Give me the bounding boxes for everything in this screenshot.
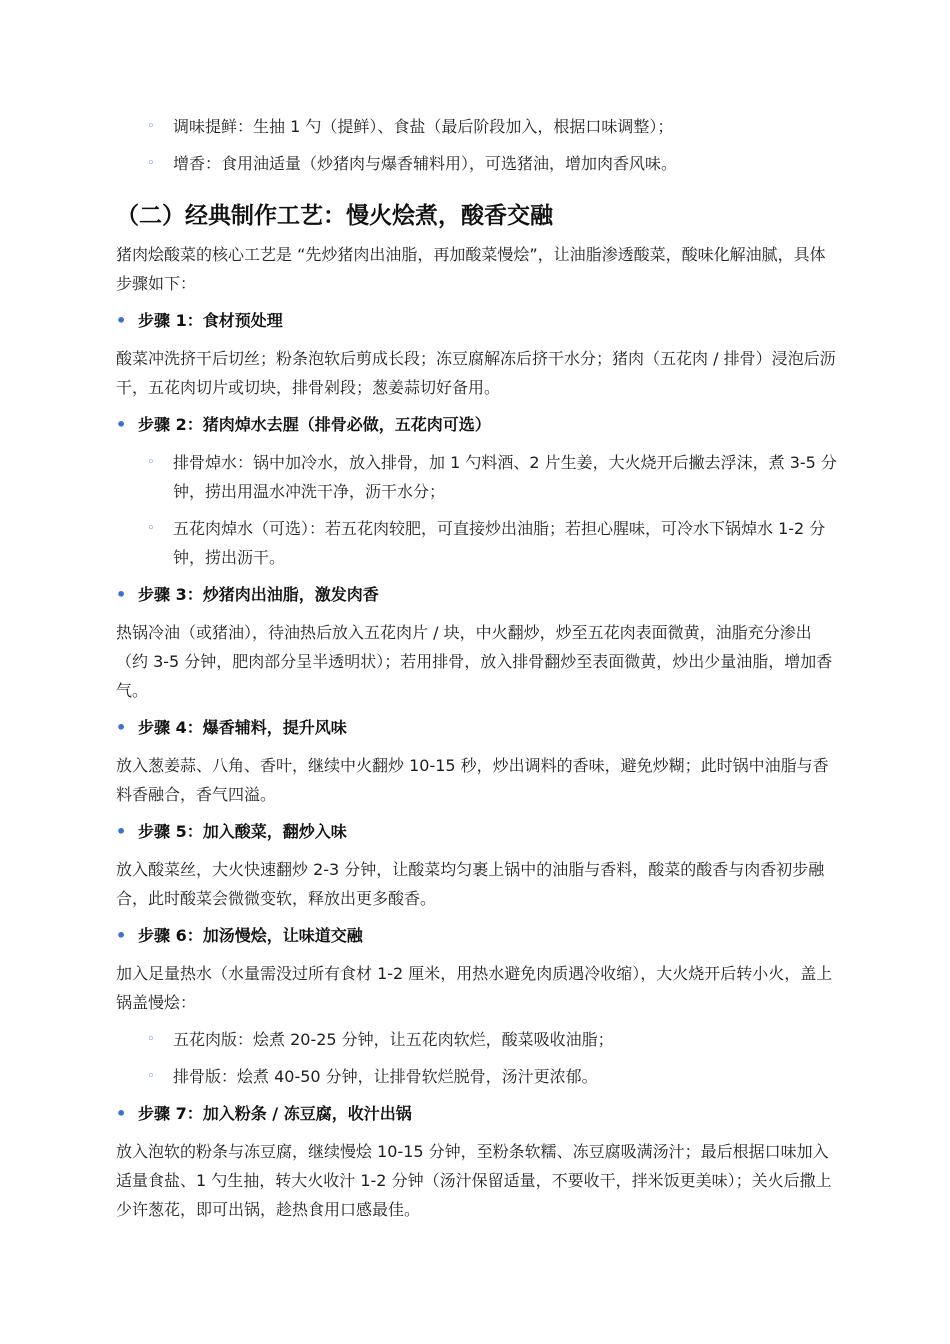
step-title: 步骤 3：炒猪肉出油脂，激发肉香 [138, 585, 379, 604]
step-heading [116, 714, 840, 742]
hollow-bullet-icon: ◦ [147, 1069, 155, 1084]
step-title: 步骤 6：加汤慢烩，让味道交融 [138, 926, 363, 945]
step-body: 放入酸菜丝，大火快速翻炒 2-3 分钟，让酸菜均匀裹上锅中的油脂与香料，酸菜的酸香与肉香初步融合，此时酸菜会微微变软，释放出更多酸香。 [116, 860, 825, 908]
list-item [116, 1062, 840, 1091]
bullet-icon: • [116, 415, 127, 434]
step-title: 步骤 4：爆香辅料，提升风味 [138, 718, 347, 737]
step-title: 步骤 5：加入酸菜，翻炒入味 [138, 822, 347, 841]
hollow-bullet-icon: ◦ [147, 119, 155, 134]
step-body: 放入葱姜蒜、八角、香叶，继续中火翻炒 10-15 秒，炒出调料的香味，避免炒糊；此时锅中油脂与香料香融合，香气四溢。 [116, 756, 829, 804]
hollow-bullet-icon: ◦ [147, 455, 155, 470]
intro-paragraph: 猪肉烩酸菜的核心工艺是 “先炒猪肉出油脂，再加酸菜慢烩”，让油脂渗透酸菜，酸味化解油腻，具体步骤如下： [116, 245, 826, 293]
step-heading [116, 307, 840, 335]
bullet-icon: • [116, 926, 127, 945]
step-heading [116, 922, 840, 950]
step-heading [116, 1100, 840, 1128]
document-page [116, 112, 840, 1224]
list-item [116, 112, 840, 141]
step-body: 酸菜冲洗挤干后切丝；粉条泡软后剪成长段；冻豆腐解冻后挤干水分；猪肉（五花肉 / 排骨）浸泡后沥干，五花肉切片或切块，排骨剁段；葱姜蒜切好备用。 [116, 349, 836, 397]
bullet-icon: • [116, 585, 127, 604]
bullet-icon: • [116, 1104, 127, 1123]
section-heading: （二）经典制作工艺：慢火烩煮，酸香交融 [116, 203, 553, 229]
list-item [116, 1025, 840, 1054]
list-item-text: 五花肉版：烩煮 20-25 分钟，让五花肉软烂，酸菜吸收油脂； [173, 1030, 614, 1049]
list-item-text: 五花肉焯水（可选）：若五花肉较肥，可直接炒出油脂；若担心腥味，可冷水下锅焯水 1-2 分钟，捞出沥干。 [173, 519, 826, 567]
step-title: 步骤 1：食材预处理 [138, 311, 283, 330]
step-body: 放入泡软的粉条与冻豆腐，继续慢烩 10-15 分钟，至粉条软糯、冻豆腐吸满汤汁；最后根据口味加入适量食盐、1 勺生抽，转大火收汁 1-2 分钟（汤汁保留适量，不要收干，拌米饭更美味）；关火后撒上少许葱花，即可出锅，趁热食用口感最佳。 [116, 1142, 832, 1219]
step-heading [116, 411, 840, 439]
step-heading [116, 581, 840, 609]
step-body: 加入足量热水（水量需没过所有食材 1-2 厘米，用热水避免肉质遇冷收缩），大火烧开后转小火，盖上锅盖慢烩： [116, 964, 833, 1012]
bullet-icon: • [116, 718, 127, 737]
step-heading [116, 818, 840, 846]
list-item [116, 448, 840, 506]
list-item-text: 增香：食用油适量（炒猪肉与爆香辅料用），可选猪油，增加肉香风味。 [173, 154, 678, 173]
list-item-text: 排骨焯水：锅中加冷水，放入排骨，加 1 勺料酒、2 片生姜，大火烧开后撇去浮沫，煮 3-5 分钟，捞出用温水冲洗干净，沥干水分； [173, 453, 837, 501]
step-title: 步骤 2：猪肉焯水去腥（排骨必做，五花肉可选） [138, 415, 491, 434]
hollow-bullet-icon: ◦ [147, 1032, 155, 1047]
bullet-icon: • [116, 822, 127, 841]
bullet-icon: • [116, 311, 127, 330]
hollow-bullet-icon: ◦ [147, 156, 155, 171]
hollow-bullet-icon: ◦ [147, 521, 155, 536]
list-item [116, 149, 840, 178]
step-title: 步骤 7：加入粉条 / 冻豆腐，收汁出锅 [138, 1104, 412, 1123]
list-item-text: 调味提鲜：生抽 1 勺（提鲜）、食盐（最后阶段加入，根据口味调整）； [173, 117, 674, 136]
list-item-text: 排骨版：烩煮 40-50 分钟，让排骨软烂脱骨，汤汁更浓郁。 [173, 1067, 598, 1086]
list-item [116, 514, 840, 572]
step-body: 热锅冷油（或猪油），待油热后放入五花肉片 / 块，中火翻炒，炒至五花肉表面微黄，油脂充分渗出（约 3-5 分钟，肥肉部分呈半透明状）；若用排骨，放入排骨翻炒至表面微黄，炒出少量油脂，增加香气。 [116, 623, 833, 700]
